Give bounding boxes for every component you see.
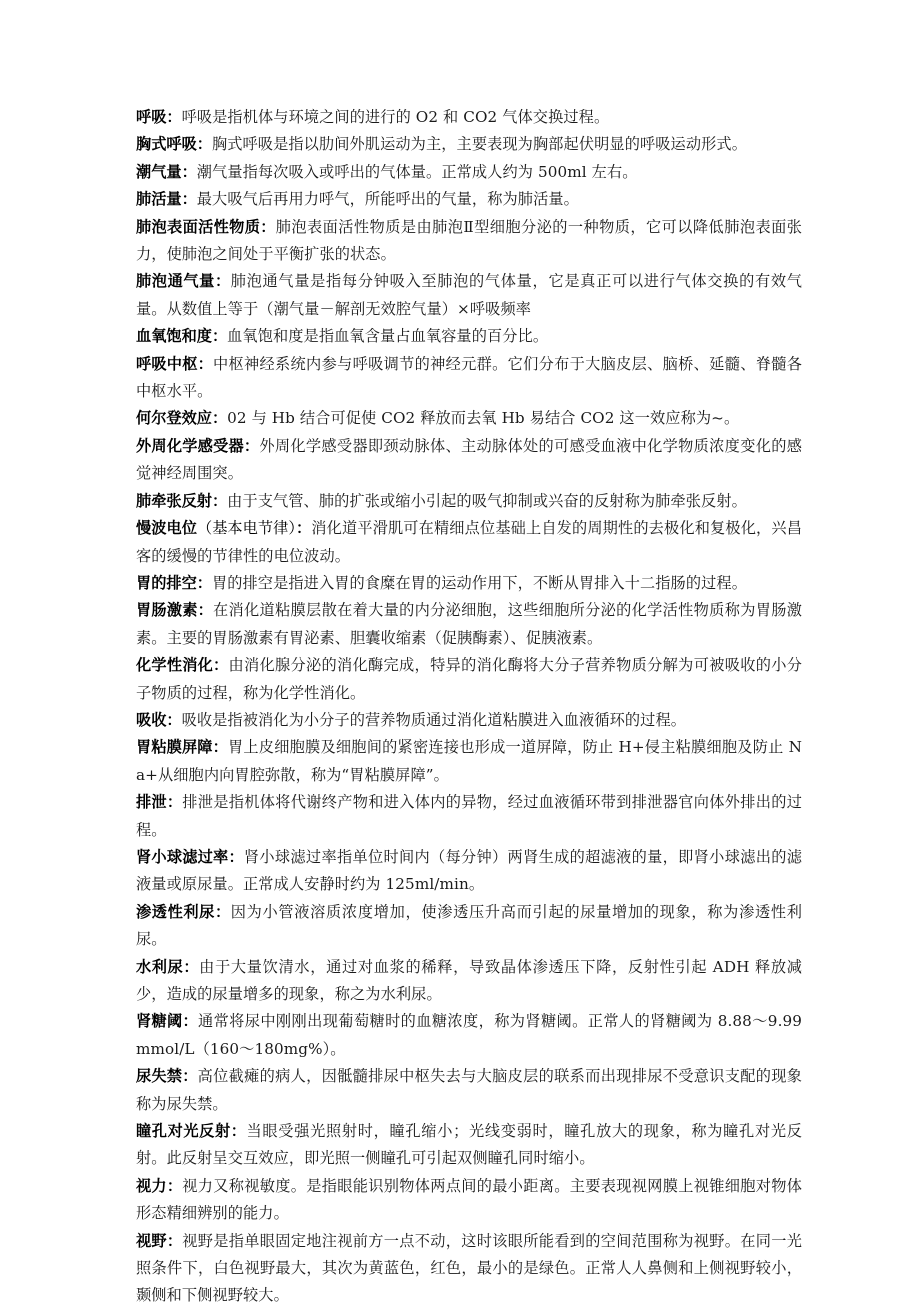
glossary-entry: [136, 159, 802, 186]
glossary-term: 水利尿: [136, 957, 184, 976]
glossary-separator: ：: [214, 902, 231, 921]
glossary-term: 外周化学感受器: [136, 436, 244, 455]
glossary-entry: [136, 954, 802, 1009]
glossary-entry: [136, 515, 802, 570]
glossary-separator: ：: [166, 710, 182, 729]
glossary-definition: 血氧饱和度是指血氧含量占血氧容量的百分比。: [227, 327, 549, 346]
glossary-definition: 当眼受强光照射时，瞳孔缩小；光线变弱时，瞳孔放大的现象，称为瞳孔对光反射。此反射呈交互效应，即光照一侧瞳孔可引起双侧瞳孔同时缩小。: [136, 1122, 803, 1168]
glossary-definition: 胃上皮细胞膜及细胞间的紧密连接也形成一道屏障，防止 H+侵主粘膜细胞及防止 Na+从细胞内向胃腔弥散，称为“胃粘膜屏障”。: [136, 738, 803, 784]
glossary-entry: [136, 488, 802, 515]
glossary-term-note: （基本电节律）: [196, 519, 297, 538]
glossary-separator: ：: [166, 1231, 183, 1250]
glossary-entry: [136, 1008, 802, 1063]
glossary-separator: ：: [212, 738, 228, 757]
glossary-term: 何尔登效应: [136, 409, 212, 428]
glossary-separator: ：: [197, 354, 214, 373]
glossary-term: 呼吸中枢: [136, 354, 198, 373]
glossary-term: 渗透性利尿: [136, 902, 215, 921]
glossary-term: 潮气量: [136, 162, 182, 181]
glossary-separator: ：: [182, 1067, 198, 1086]
glossary-entry: [136, 405, 802, 432]
glossary-entry: [136, 707, 802, 734]
glossary-definition: 肺泡表面活性物质是由肺泡Ⅱ型细胞分泌的一种物质，它可以降低肺泡表面张力，使肺泡之间处于平衡扩张的状态。: [136, 217, 802, 264]
glossary-separator: ：: [214, 272, 231, 291]
glossary-entry: [136, 1173, 802, 1228]
glossary-term: 视力: [136, 1176, 167, 1195]
glossary-separator: ：: [211, 409, 228, 428]
glossary-separator: ：: [243, 436, 260, 455]
glossary-separator: ：: [182, 1012, 198, 1031]
glossary-definition: 由于支气管、肺的扩张或缩小引起的吸气抑制或兴奋的反射称为肺牵张反射。: [227, 491, 747, 510]
glossary-term: 血氧饱和度: [136, 327, 212, 346]
glossary-entry: [136, 789, 802, 844]
glossary-entry: [136, 131, 802, 158]
glossary-definition: 在消化道粘膜层散在着大量的内分泌细胞，这些细胞所分泌的化学活性物质称为胃肠激素。主要的胃肠激素有胃泌素、胆囊收缩素（促胰酶素）、促胰液素。: [136, 601, 802, 647]
glossary-entry: [136, 844, 802, 899]
glossary-entry: [136, 899, 802, 954]
glossary-definition: 肺泡通气量是指每分钟吸入至肺泡的气体量，它是真正可以进行气体交换的有效气量。从数值上等于（潮气量－解剖无效腔气量）×呼吸频率: [136, 272, 803, 318]
glossary-definition: 潮气量指每次吸入或呼出的气体量。正常成人约为 500ml 左右。: [196, 162, 638, 181]
glossary-separator: ：: [211, 327, 228, 346]
glossary-definition: 消化道平滑肌可在精细点位基础上自发的周期性的去极化和复极化，兴昌客的缓慢的节律性的电位波动。: [136, 519, 803, 565]
glossary-definition: 视野是指单眼固定地注视前方一点不动，这时该眼所能看到的空间范围称为视野。在同一光照条件下，白色视野最大，其次为黄蓝色，红色，最小的是绿色。正常人人鼻侧和上侧视野较小，颞侧和下侧视野较大。: [136, 1231, 803, 1305]
glossary-definition: 排泄是指机体将代谢终产物和进入体内的异物，经过血液循环带到排泄器官向体外排出的过程。: [136, 793, 803, 839]
glossary-entry: [136, 1228, 802, 1310]
glossary-definition: 视力又称视敏度。是指眼能识别物体两点间的最小距离。主要表现视网膜上视锥细胞对物体形态精细辨别的能力。: [136, 1176, 803, 1223]
glossary-separator: ：: [296, 519, 312, 538]
glossary-entry: [136, 323, 802, 350]
glossary-separator: ：: [181, 162, 197, 181]
glossary-entry: [136, 104, 802, 131]
glossary-separator: ：: [211, 491, 228, 510]
glossary-separator: ：: [260, 217, 276, 236]
document-text-body: [136, 104, 802, 1310]
glossary-definition: 通常将尿中刚刚出现葡萄糖时的血糖浓度，称为肾糖阈。正常人的肾糖阈为 8.88～9.99mmol/L（160～180mg%）。: [136, 1012, 803, 1058]
glossary-term: 肺泡通气量: [136, 272, 215, 291]
glossary-separator: ：: [196, 135, 212, 154]
glossary-separator: ：: [196, 573, 212, 592]
glossary-definition: 胸式呼吸是指以肋间外肌运动为主，主要表现为胸部起伏明显的呼吸运动形式。: [211, 135, 747, 154]
glossary-entry: [136, 433, 802, 488]
glossary-separator: ：: [166, 793, 183, 812]
glossary-term: 视野: [136, 1231, 167, 1250]
glossary-definition: 肾小球滤过率指单位时间内（每分钟）两肾生成的超滤液的量，即肾小球滤出的滤液量或原尿量。正常成人安静时约为 125ml/min。: [136, 847, 803, 894]
glossary-definition: 呼吸是指机体与环境之间的进行的 O2 和 CO2 气体交换过程。: [181, 108, 610, 126]
glossary-definition: 02 与 Hb 结合可促使 CO2 释放而去氧 Hb 易结合 CO2 这一效应称为~。: [227, 409, 740, 428]
glossary-entry: [136, 570, 802, 597]
glossary-definition: 最大吸气后再用力呼气，所能呼出的气量，称为肺活量。: [196, 190, 579, 209]
glossary-definition: 胃的排空是指进入胃的食糜在胃的运动作用下，不断从胃排入十二指肠的过程。: [211, 573, 747, 592]
glossary-entry: [136, 351, 802, 406]
glossary-term: 胃的排空: [136, 573, 197, 592]
glossary-separator: ：: [166, 108, 182, 126]
glossary-definition: 中枢神经系统内参与呼吸调节的神经元群。它们分布于大脑皮层、脑桥、延髓、脊髓各中枢水平。: [136, 354, 802, 401]
glossary-term: 慢波电位: [136, 519, 197, 538]
glossary-definition: 外周化学感受器即颈动脉体、主动脉体处的可感受血液中化学物质浓度变化的感觉神经周围突。: [136, 436, 803, 483]
glossary-term: 瞳孔对光反射: [136, 1122, 231, 1141]
glossary-term: 排泄: [136, 793, 167, 812]
glossary-separator: ：: [166, 1176, 183, 1195]
glossary-separator: ：: [230, 1122, 247, 1141]
glossary-definition: 因为小管液溶质浓度增加，使渗透压升高而引起的尿量增加的现象，称为渗透性利尿。: [136, 902, 803, 949]
glossary-term: 肺活量: [136, 190, 182, 209]
glossary-term: 胸式呼吸: [136, 135, 197, 154]
glossary-entry: [136, 268, 802, 323]
glossary-separator: ：: [213, 656, 229, 675]
glossary-term: 尿失禁: [136, 1067, 183, 1086]
glossary-entry: [136, 1063, 802, 1118]
glossary-term: 肾糖阈: [136, 1012, 183, 1031]
glossary-separator: ：: [228, 847, 244, 866]
glossary-definition: 由于大量饮清水，通过对血浆的稀释，导致晶体渗透压下降，反射性引起 ADH 释放减少，造成的尿量增多的现象，称之为水利尿。: [136, 957, 803, 1003]
glossary-entry: [136, 652, 802, 707]
glossary-term: 肾小球滤过率: [136, 847, 229, 866]
glossary-term: 肺泡表面活性物质: [136, 217, 261, 236]
glossary-entry: [136, 186, 802, 213]
glossary-separator: ：: [197, 601, 214, 620]
glossary-term: 化学性消化: [136, 656, 214, 675]
glossary-definition: 高位截瘫的病人，因骶髓排尿中枢失去与大脑皮层的联系而出现排尿不受意识支配的现象称为尿失禁。: [136, 1067, 803, 1113]
glossary-entry: [136, 734, 802, 789]
glossary-entry: [136, 597, 802, 652]
glossary-separator: ：: [183, 957, 200, 976]
glossary-term: 肺牵张反射: [136, 491, 212, 510]
glossary-definition: 吸收是指被消化为小分子的营养物质通过消化道粘膜进入血液循环的过程。: [181, 710, 687, 729]
glossary-term: 呼吸: [136, 108, 167, 126]
glossary-term: 胃肠激素: [136, 601, 198, 620]
glossary-definition: 由消化腺分泌的消化酶完成，特异的消化酶将大分子营养物质分解为可被吸收的小分子物质的过程，称为化学性消化。: [136, 656, 803, 702]
glossary-term: 吸收: [136, 710, 167, 729]
glossary-separator: ：: [181, 190, 197, 209]
glossary-entry: [136, 214, 802, 269]
glossary-term: 胃粘膜屏障: [136, 738, 213, 757]
glossary-entry: [136, 1118, 802, 1173]
